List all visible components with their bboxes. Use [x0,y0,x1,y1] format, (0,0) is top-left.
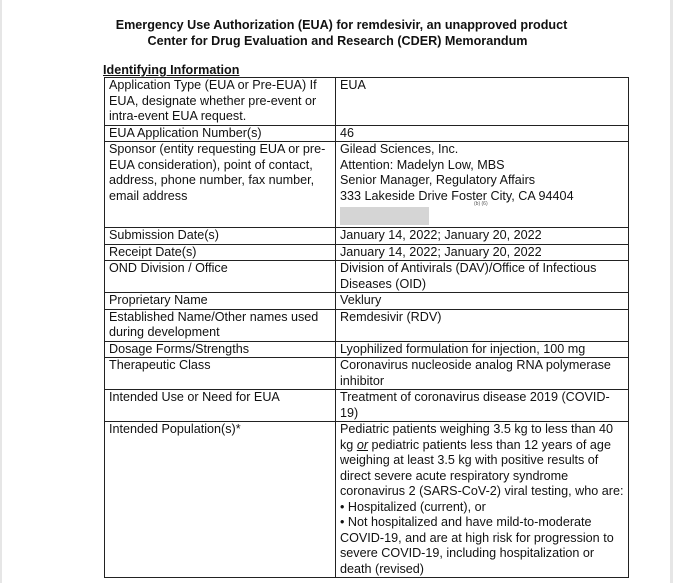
table-row [105,78,629,126]
memo-header [0,17,673,49]
row-label: Receipt Date(s) [105,244,336,261]
population-or-emphasis: or [356,437,369,452]
row-label: Sponsor (entity requesting EUA or pre-EUA consideration), point of contact, address, phone number, fax number, email address [105,142,336,228]
table-row [105,228,629,245]
row-label: Application Type (EUA or Pre-EUA) If EUA, designate whether pre-event or intra-event EUA request. [105,78,336,126]
row-label: Dosage Forms/Strengths [105,341,336,358]
population-text-after: pediatric patients less than 12 years of age weighing at least 3.5 kg with positive results of direct severe acute respiratory syndrome coronavirus 2 (SARS-CoV-2) viral testing, who are: [340,437,624,498]
row-value: Coronavirus nucleoside analog RNA polymerase inhibitor [336,358,629,390]
row-value: Lyophilized formulation for injection, 100 mg [336,341,629,358]
row-label: Submission Date(s) [105,228,336,245]
sponsor-attention: Attention: Madelyn Low, MBS [340,157,505,172]
row-value: Treatment of coronavirus disease 2019 (COVID-19) [336,390,629,422]
table-row [105,142,629,228]
redaction-code: (b) (6) [474,201,488,207]
population-bullet-hospitalized: • Hospitalized (current), or [340,499,486,514]
row-label: Proprietary Name [105,293,336,310]
memo-title: Emergency Use Authorization (EUA) for remdesivir, an unapproved product [115,18,568,32]
row-label: EUA Application Number(s) [105,125,336,142]
row-value: January 14, 2022; January 20, 2022 [336,244,629,261]
population-text-before: Pediatric patients weighing 3.5 kg to less than 40 kg [340,422,614,452]
sponsor-company: Gilead Sciences, Inc. [340,142,459,156]
row-value: January 14, 2022; January 20, 2022 [336,228,629,245]
table-row [105,244,629,261]
row-label: OND Division / Office [105,261,336,293]
table-row [105,422,629,578]
table-row [105,261,629,293]
sponsor-title: Senior Manager, Regulatory Affairs [340,173,536,187]
table-row [105,341,629,358]
row-value: Veklury [336,293,629,310]
identifying-information-table [104,77,629,578]
sponsor-address: 333 Lakeside Drive Foster City, CA 94404 [340,188,574,203]
table-row [105,309,629,341]
intended-population-value [336,422,629,578]
row-value: 46 [336,125,629,142]
row-label: Therapeutic Class [105,358,336,390]
page-left-edge [0,0,2,583]
row-label: Intended Population(s)* [105,422,336,578]
table-row [105,125,629,142]
table-row [105,390,629,422]
redacted-block [340,207,429,225]
sponsor-contact [336,142,629,228]
population-description [340,422,624,500]
table-row [105,293,629,310]
memo-subtitle: Center for Drug Evaluation and Research (CDER) Memorandum [147,34,528,48]
row-value: Remdesivir (RDV) [336,309,629,341]
table-row [105,358,629,390]
population-bullet-not-hospitalized: • Not hospitalized and have mild-to-moderate COVID-19, and are at high risk for progression to severe COVID-19, including hospitalization or death (revised) [340,515,614,576]
section-title: Identifying Information [103,63,240,77]
row-value: EUA [336,78,629,126]
row-value: Division of Antivirals (DAV)/Office of Infectious Diseases (OID) [336,261,629,293]
row-label: Intended Use or Need for EUA [105,390,336,422]
row-label: Established Name/Other names used during development [105,309,336,341]
